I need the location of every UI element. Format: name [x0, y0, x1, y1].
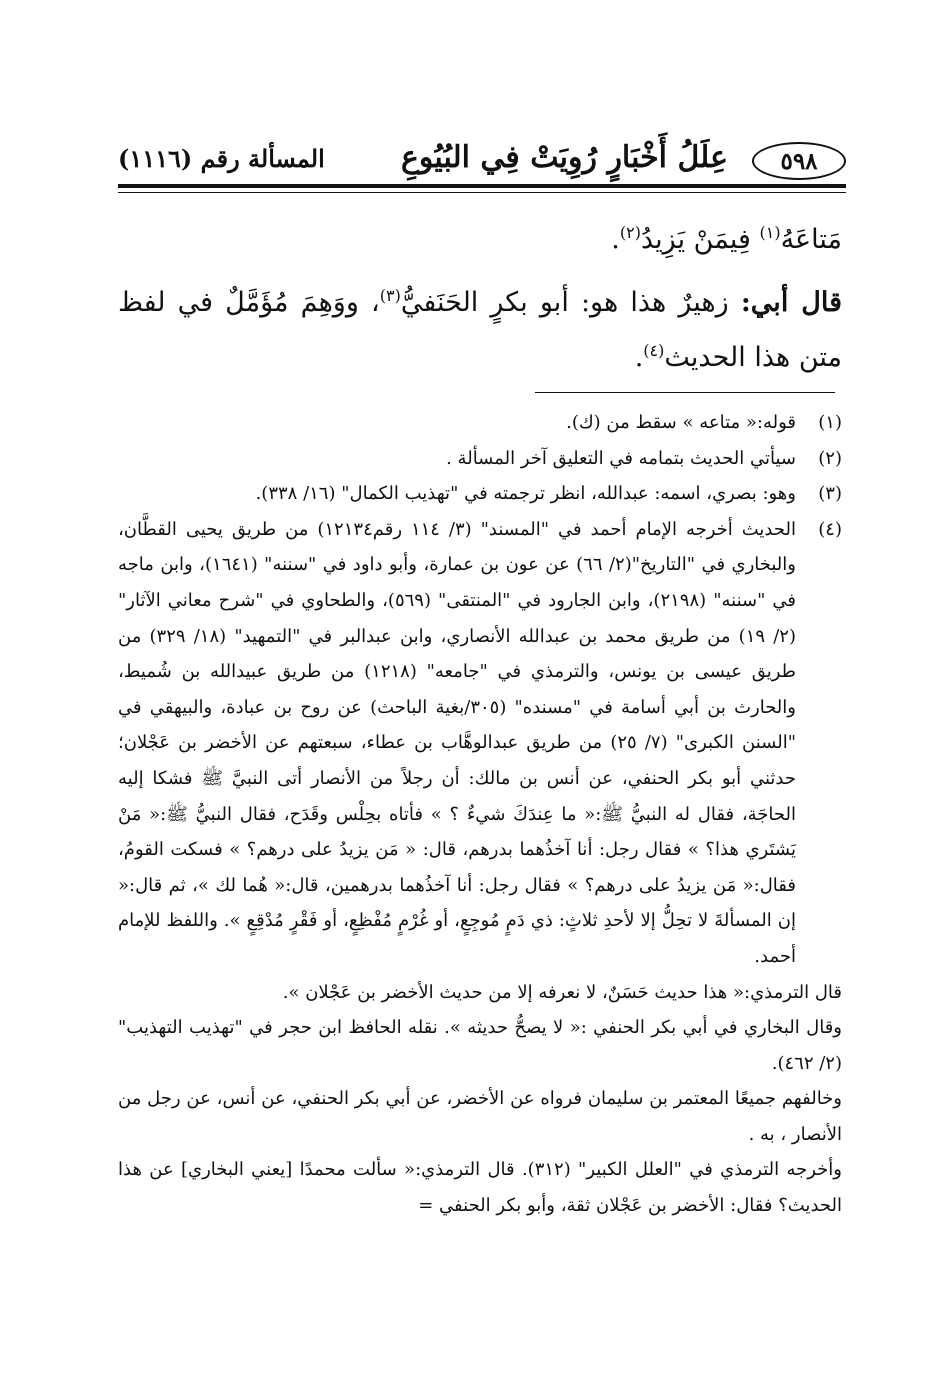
footnote-text: سيأتي الحديث بتمامه في التعليق آخر المسألة .	[446, 447, 796, 469]
footnote-number: (٢)	[818, 447, 842, 469]
page-number: ٥٩٨	[752, 142, 846, 180]
main-text-span: ، ووَهِمَ مُؤَمَّلٌ في لفظ متن هذا الحديث	[118, 287, 842, 373]
footnote-continuation: وأخرجه الترمذي في "العلل الكبير" (٣١٢). قال الترمذي:« سألت محمدًا [يعني البخاري] عن هذا الحديث؟ فقال: الأخضر بن عَجْلان ثقة، وأبو بكر الحنفي =	[118, 1159, 842, 1217]
footnote-number: (٤)	[818, 518, 842, 540]
main-text-span: .	[634, 342, 644, 373]
lead-label: قال أبي:	[740, 287, 843, 318]
footnote-separator	[535, 392, 835, 393]
footnote-item	[118, 441, 842, 477]
main-paragraph-2	[118, 275, 842, 385]
footnote-continuation: وقال البخاري في أبي بكر الحنفي :« لا يصحُّ حديثه ». نقله الحافظ ابن حجر في "تهذيب التهذيب" (٢/ ٤٦٢).	[118, 1017, 843, 1074]
footnote-item	[118, 512, 842, 975]
main-text-span: فِيمَنْ يَزِيدُ	[640, 224, 760, 255]
main-line-1	[118, 212, 842, 267]
footnote-text: الحديث أخرجه الإمام أحمد في "المسند" (٣/ ١١٤ رقم١٢١٣٤) من طريق يحيى القطَّان، والبخاري في "التاريخ"(٢/ ٦٦) عن عون بن عمارة، وأبو داود في "سننه" (١٦٤١)، وابن ماجه في "سننه" (٢١٩٨)، وابن الجارود في "المنتقى" (٥٦٩)، والطحاوي في "شرح معاني الآثار"(٢/ ١٩) من طريق محمد بن عبدالله الأنصاري، وابن عبدالبر في "التمهيد" (١٨/ ٣٢٩) من طريق عيسى بن يونس، والترمذي في "جامعه" (١٢١٨) من طريق عبيدالله بن شُميط، والحارث بن أبي أسامة في "مسنده" (٣٠٥/بغية الباحث) عن روح بن عبادة، والبيهقي في "السنن الكبرى" (٧/ ٢٥) من طريق عبدالوهَّاب بن عطاء، سبعتهم عن الأخضر بن عَجْلان؛ حدثني أبو بكر الحنفي، عن أنس بن مالك: أن رجلاً من الأنصار أتى النبيَّ ﷺ فشكا إليه الحاجَة، فقال له النبيُّ ﷺ:« ما عِندَكَ شيءٌ ؟ » فأتاه بحِلْس وقَدَح، فقال النبيُّ ﷺ:« مَنْ يَشتَري هذا؟ » فقال رجل: أنا آخذُهما بدرهم، قال: « مَن يزيدُ على درهم؟ » فسكت القومُ، فقال:« مَن يزيدُ على درهم؟ » فقال رجل: أنا آخذُهما بدرهمين، قال:« هُما لك »، ثم قال:« إن المسألةَ لا تحِلُّ إلا لأحدِ ثلاثٍ: ذي دَمٍ مُوجِعٍ، أو غُرْمٍ مُفْظِعٍ، أو فَقْرٍ مُدْقِعٍ ». واللفظ للإمام أحمد.	[118, 518, 797, 967]
header-rule-thick	[118, 184, 846, 188]
main-text-span: زهيرٌ هذا هو: أبو بكرٍ الحَنَفيُّ	[400, 287, 741, 318]
issue-label: المسألة رقم (١١١٦)	[118, 144, 325, 173]
book-title: عِلَلُ أَخْبَارٍ رُوِيَتْ فِي البُيُوعِ	[401, 140, 728, 175]
footnote-item	[118, 405, 842, 441]
footnote-number: (١)	[818, 412, 842, 433]
footnote-item	[118, 476, 842, 512]
footnote-text: قوله:« متاعه » سقط من (ك).	[566, 412, 796, 433]
main-text-span: مَتاعَهُ	[780, 224, 842, 255]
footnote-ref-1: (١)	[759, 223, 781, 242]
footnote-text: وهو: بصري، اسمه: عبدالله، انظر ترجمته في "تهذيب الكمال" (١٦/ ٣٣٨).	[255, 483, 796, 505]
footnote-ref-3: (٣)	[379, 286, 401, 305]
footnote-continuation: قال الترمذي:« هذا حديث حَسَنٌ، لا نعرفه إلا من حديث الأخضر بن عَجْلان ».	[282, 981, 842, 1003]
footnote-ref-4: (٤)	[643, 341, 665, 360]
header-rule-thin	[118, 192, 846, 193]
footnote-number: (٣)	[818, 483, 842, 505]
footnotes	[118, 405, 842, 1224]
page-header	[118, 138, 846, 186]
footnote-continuation: وخالفهم جميعًا المعتمر بن سليمان فرواه عن الأخضر، عن أبي بكر الحنفي، عن أنس، عن رجل من الأنصار ، به .	[118, 1088, 842, 1145]
main-text-span: .	[611, 224, 620, 255]
main-text	[118, 212, 842, 385]
footnote-ref-2: (٢)	[619, 223, 641, 242]
